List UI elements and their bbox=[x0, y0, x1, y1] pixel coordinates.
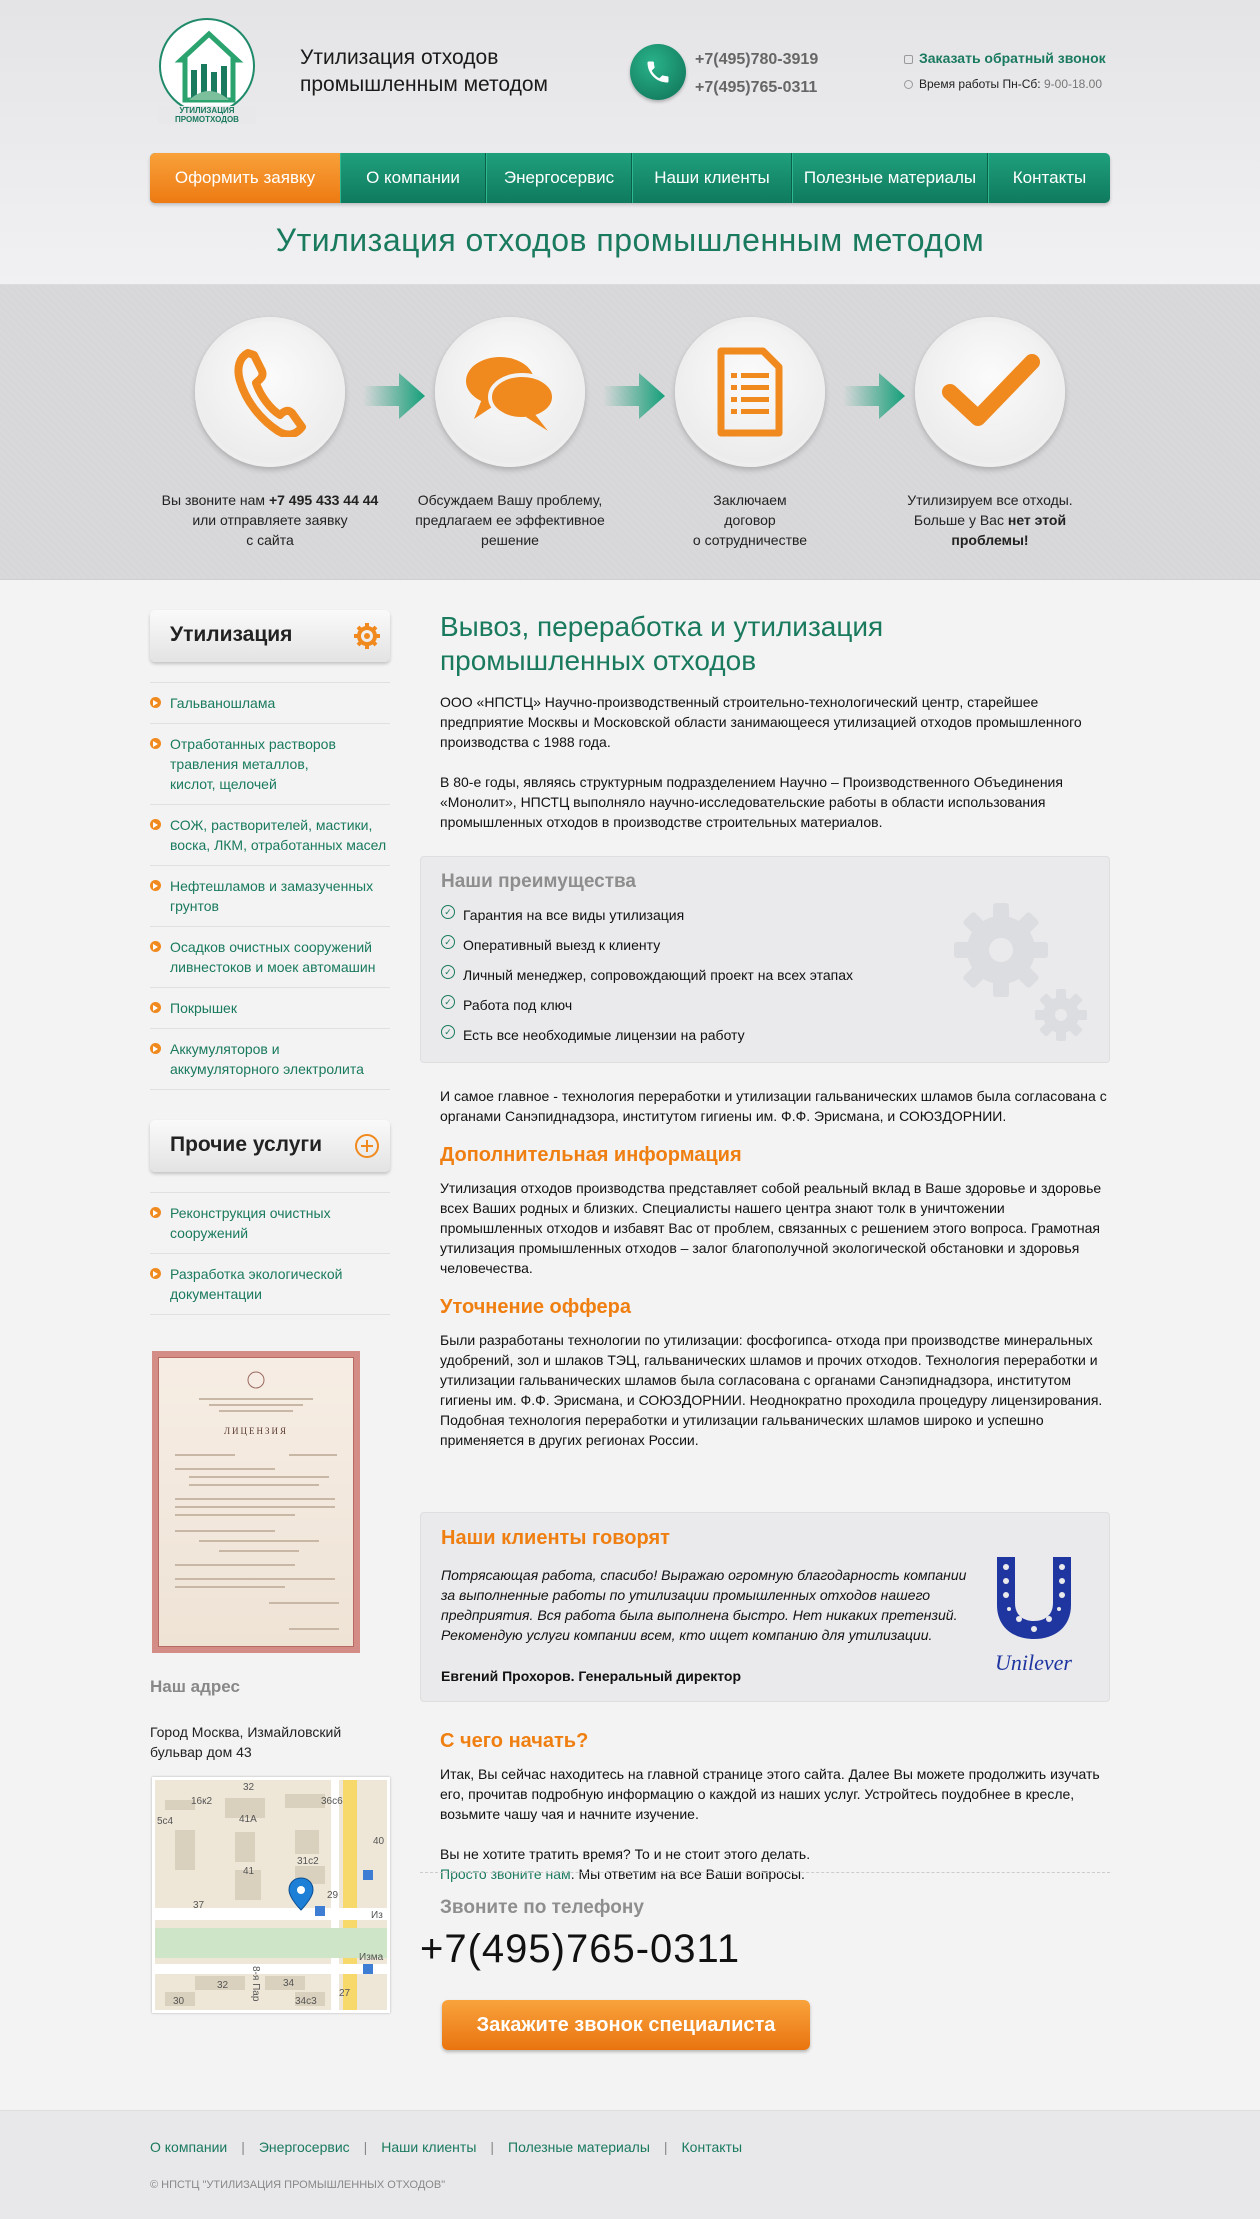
footer-link-contacts[interactable]: Контакты bbox=[681, 2139, 743, 2155]
advantage-item: ✓ Работа под ключ bbox=[441, 995, 853, 1025]
main-nav bbox=[150, 153, 1110, 203]
map-label: 31с2 bbox=[297, 1856, 319, 1867]
footer-link-materials[interactable]: Полезные материалы bbox=[508, 2139, 650, 2155]
divider bbox=[420, 1872, 1110, 1873]
sidebar-item-eco-docs[interactable]: Разработка экологической документации bbox=[150, 1253, 390, 1315]
map-label: 41 bbox=[243, 1866, 255, 1877]
map-label: 27 bbox=[339, 1988, 351, 1999]
site-header bbox=[0, 0, 1260, 285]
advantages-box bbox=[420, 856, 1110, 1063]
copyright: © НПСТЦ "УТИЛИЗАЦИЯ ПРОМЫШЛЕННЫХ ОТХОДОВ" bbox=[150, 2179, 446, 2191]
advantage-item: ✓ Оперативный выезд к клиенту bbox=[441, 935, 853, 965]
header-phones bbox=[695, 46, 818, 102]
mobile-icon bbox=[904, 55, 913, 64]
steps-section bbox=[0, 285, 1260, 580]
step-2-text: Обсуждаем Вашу проблему, предлагаем ее эффективное решение bbox=[415, 492, 605, 548]
nav-item-materials[interactable]: Полезные материалы bbox=[792, 153, 988, 203]
address-title: Наш адрес bbox=[150, 1677, 240, 1696]
sidebar-item-reconstruction[interactable]: Реконструкция очистных сооружений bbox=[150, 1192, 390, 1253]
big-phone-number[interactable]: +7(495)765-0311 bbox=[420, 1927, 741, 1971]
check-icon bbox=[940, 352, 1040, 432]
footer-link-energoservice[interactable]: Энергосервис bbox=[258, 2139, 350, 2155]
logo-text: УТИЛИЗАЦИЯ ПРОМОТХОДОВ bbox=[158, 106, 256, 124]
step-4-text: Утилизируем все отходы. Больше у Вас нет этой проблемы! bbox=[907, 492, 1073, 548]
advantages-title: Наши преимущества bbox=[441, 871, 637, 892]
advantage-item: ✓ Личный менеджер, сопровождающий проект на всех этапах bbox=[441, 965, 853, 995]
phone-icon bbox=[630, 44, 686, 100]
map-label: 16к2 bbox=[191, 1796, 213, 1807]
map[interactable] bbox=[152, 1777, 390, 2013]
offer-title: Уточнение оффера bbox=[440, 1296, 631, 1318]
main-point-paragraph: И самое главное - технология переработки и утилизации гальванических шламов была согласована с органами Санэпиднадзора, институтом гигиены им. Ф.Ф. Эрисмана, и СОЮЗДОРНИИ. bbox=[440, 1088, 1107, 1124]
map-label: 29 bbox=[327, 1890, 339, 1901]
step-3-circle bbox=[675, 317, 825, 467]
sidebar-utilization-header: Утилизация bbox=[150, 610, 390, 662]
license-image[interactable] bbox=[152, 1351, 360, 1653]
nav-order-button[interactable]: Оформить заявку bbox=[150, 153, 340, 203]
sidebar-item-tires[interactable]: Покрышек bbox=[150, 987, 390, 1028]
document-icon bbox=[715, 347, 785, 437]
testimonial-title: Наши клиенты говорят bbox=[441, 1527, 670, 1549]
map-label: 8-я Пар bbox=[250, 1966, 261, 2002]
map-label: 40 bbox=[373, 1836, 385, 1847]
footer-nav: О компании | Энергосервис | Наши клиенты | Полезные материалы | Контакты bbox=[150, 2139, 743, 2155]
content-area bbox=[0, 580, 1260, 2110]
sidebar-item-batteries[interactable]: Аккумуляторов и аккумуляторного электролита bbox=[150, 1028, 390, 1090]
nav-item-company[interactable]: О компании bbox=[340, 153, 486, 203]
license-caption: ЛИЦЕНЗИЯ bbox=[223, 1426, 289, 1436]
client-logo-text: Unilever bbox=[995, 1650, 1072, 1675]
clock-icon bbox=[904, 80, 913, 89]
arrow-right-icon bbox=[603, 373, 665, 419]
call-title: Звоните по телефону bbox=[440, 1897, 644, 1918]
phone-icon bbox=[230, 347, 310, 437]
advantage-item: ✓ Гарантия на все виды утилизация bbox=[441, 905, 853, 935]
testimonial-quote: Потрясающая работа, спасибо! Выражаю огромную благодарность компании за выполненные работы по утилизации промышленных отходов нашего предприятия. Вся работа была выполнена быстро. Нет никаких претензий. Рекомендую услуги компании всем, кто ищет компанию для утилизации. bbox=[441, 1567, 967, 1643]
call-us-link[interactable]: Просто звоните нам bbox=[440, 1866, 571, 1882]
map-label: 36с6 bbox=[321, 1796, 343, 1807]
unilever-logo-icon bbox=[989, 1553, 1079, 1643]
client-logo-unilever bbox=[976, 1553, 1091, 1683]
worktime: Время работы Пн-Сб: 9-00-18.00 bbox=[904, 77, 1102, 91]
nav-item-contacts[interactable]: Контакты bbox=[988, 153, 1110, 203]
nav-item-clients[interactable]: Наши клиенты bbox=[632, 153, 792, 203]
site-footer bbox=[0, 2110, 1260, 2219]
map-label: 41А bbox=[239, 1814, 257, 1825]
advantages-list bbox=[441, 905, 853, 1055]
logo[interactable] bbox=[158, 18, 256, 136]
gear-icon bbox=[354, 623, 380, 649]
coat-of-arms-icon bbox=[159, 1358, 353, 1646]
footer-link-company[interactable]: О компании bbox=[150, 2139, 228, 2155]
sidebar-item-galvanic[interactable]: Гальваношлама bbox=[150, 682, 390, 723]
map-label: 30 bbox=[173, 1996, 185, 2007]
step-2-circle bbox=[435, 317, 585, 467]
order-call-button[interactable]: Закажите звонок специалиста bbox=[442, 2000, 810, 2050]
testimonial-author: Евгений Прохоров. Генеральный директор bbox=[441, 1668, 742, 1684]
intro-paragraph-1: ООО «НПСТЦ» Научно-производственный строительно-технологический центр, старейшее предприятие Москвы и Московской области занимающееся утилизацией отходов промышленного производства с 1988 года. bbox=[440, 694, 1082, 750]
map-label: Из bbox=[371, 1910, 383, 1921]
map-label: Изма bbox=[359, 1952, 384, 1963]
phone-number-1[interactable]: +7(495)780-3919 bbox=[695, 51, 819, 68]
offer-paragraph: Были разработаны технологии по утилизации: фосфогипса- отхода при производстве минеральных удобрений, зол и шлаков ТЭЦ, гальванических шламов и прочих отходов. Технология переработки и утилизации гальванических шламов была согласована с органами Санэпиднадзора, институтом гигиены им. Ф.Ф. Эрисмана, и СОЮЗДОРНИИ. Неоднократно проходила процедуру лицензирования. Подобная технология переработки и утилизации гальванических шламов широко и успешно применяется в других регионах России. bbox=[440, 1332, 1103, 1448]
map-label: 37 bbox=[193, 1900, 205, 1911]
testimonial-box bbox=[420, 1512, 1110, 1702]
utilization-list bbox=[150, 682, 390, 1090]
map-label: 34 bbox=[283, 1978, 295, 1989]
arrow-right-icon bbox=[363, 373, 425, 419]
step-3-text: Заключаем договор о сотрудничестве bbox=[692, 492, 808, 548]
extra-info-title: Дополнительная информация bbox=[440, 1144, 742, 1166]
map-label: 32 bbox=[217, 1980, 229, 1991]
sidebar-item-sediments[interactable]: Осадков очистных сооружений ливнестоков и моек автомашин bbox=[150, 926, 390, 987]
article-title: Вывоз, переработка и утилизация промышленных отходов bbox=[440, 611, 884, 676]
sidebar bbox=[150, 610, 390, 1315]
plus-circle-icon[interactable] bbox=[354, 1133, 380, 1159]
sidebar-other-header: Прочие услуги bbox=[150, 1120, 390, 1172]
page-title: Утилизация отходов промышленным методом bbox=[275, 222, 985, 258]
phone-number-2[interactable]: +7(495)765-0311 bbox=[695, 79, 818, 96]
nav-item-energoservice[interactable]: Энергосервис bbox=[486, 153, 632, 203]
arrow-right-icon bbox=[843, 373, 905, 419]
footer-link-clients[interactable]: Наши клиенты bbox=[381, 2139, 477, 2155]
step-1-circle bbox=[195, 317, 345, 467]
sidebar-item-sozh[interactable]: СОЖ, растворителей, мастики, воска, ЛКМ, отработанных масел bbox=[150, 804, 390, 865]
step-1-text: Вы звоните нам +7 495 433 44 44 или отправляете заявку с сайта bbox=[161, 492, 379, 548]
map-label: 32 bbox=[243, 1782, 255, 1793]
start-paragraph-2: Вы не хотите тратить время? То и не стоит этого делать. Просто звоните нам. Мы ответим на все Ваши вопросы. bbox=[440, 1846, 811, 1882]
extra-info-paragraph: Утилизация отходов производства представляет собой реальный вклад в Ваше здоровье и здоровье всех Ваших родных и близких. Специалисты нашего центра знают толк в уничтожении промышленных отходов и избавят Вас от проблем, связанных с решением этого вопроса. Грамотная утилизация промышленных отходов – залог благополучной экологической обстановки и здоровья человечества. bbox=[440, 1180, 1102, 1276]
other-services-list bbox=[150, 1192, 390, 1315]
logo-emblem bbox=[159, 18, 255, 114]
sidebar-item-solutions[interactable]: Отработанных растворов травления металлов, кислот, щелочей bbox=[150, 723, 390, 804]
start-title: С чего начать? bbox=[440, 1730, 589, 1752]
map-label: 5с4 bbox=[157, 1816, 174, 1827]
step-4-circle bbox=[915, 317, 1065, 467]
gears-icon bbox=[951, 895, 1091, 1045]
site-title: Утилизация отходов промышленным методом bbox=[300, 46, 548, 96]
chat-icon bbox=[460, 347, 560, 437]
intro-paragraph-2: В 80-е годы, являясь структурным подразделением Научно – Производственного Объединения «Монолит», НПСТЦ выполняло научно-исследовательские работы в области использования промышленных отходов в производстве строительных материалов. bbox=[440, 774, 1063, 830]
advantage-item: ✓ Есть все необходимые лицензии на работу bbox=[441, 1025, 853, 1055]
callback-link[interactable]: Заказать обратный звонок bbox=[904, 50, 1106, 66]
map-label: 34с3 bbox=[295, 1996, 317, 2007]
address-text: Город Москва, Измайловский бульвар дом 43 bbox=[150, 1724, 342, 1760]
sidebar-item-oil-sludge[interactable]: Нефтешламов и замазученных грунтов bbox=[150, 865, 390, 926]
start-paragraph: Итак, Вы сейчас находитесь на главной странице этого сайта. Далее Вы можете продолжить изучать его, прочитав подробную информацию о каждой из наших услуг. Устройтесь поудобнее в кресле, возьмите чашу чая и начните изучение. bbox=[440, 1766, 1100, 1822]
